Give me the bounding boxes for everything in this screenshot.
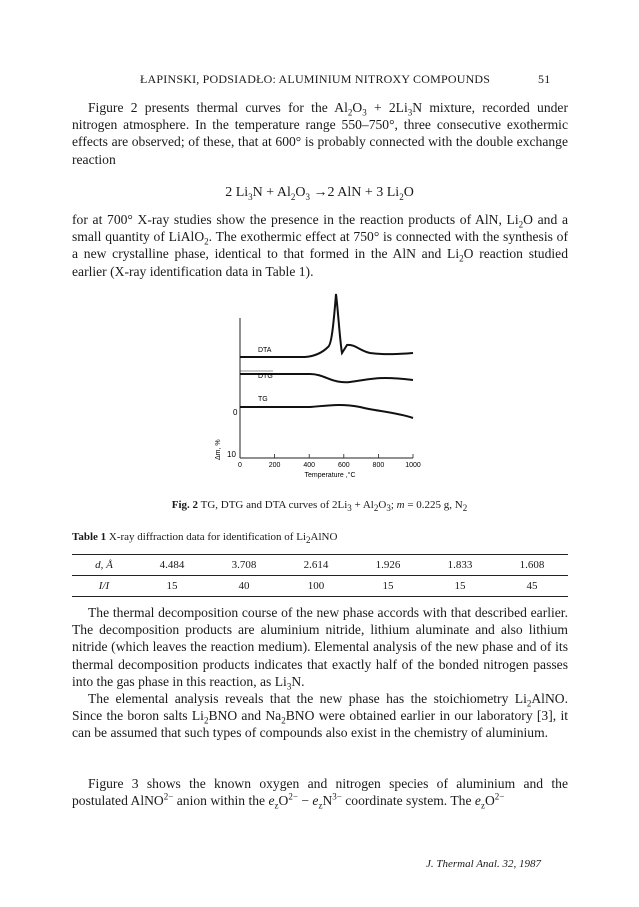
table-cell: 1.833 bbox=[424, 555, 496, 576]
y-zero-label: 0 bbox=[233, 408, 238, 417]
table-row bbox=[72, 576, 568, 597]
x-tick-label: 400 bbox=[303, 462, 316, 469]
x-tick-label: 0 bbox=[238, 462, 242, 469]
x-tick-label: 800 bbox=[372, 462, 385, 469]
figure-caption: Fig. 2 TG, DTG and DTA curves of $2Li_3 + Al_2O_3$; m = 0.225 g, $N_2$ bbox=[171, 499, 468, 514]
paragraph-3: The thermal decomposition course of the new phase accords with that described earlier. The decomposition products are aluminium nitride, lithium aluminate and also lithium nitride (which leaves the reaction medium). Elemental analysis of the new phase and of its thermal decomposition products indicates that exactly half of the bonded nitrogen passes into the gas phase in this reaction, as $Li_3N$. bbox=[72, 605, 568, 692]
table-cell: 1.926 bbox=[352, 555, 424, 576]
table-cell: 2.614 bbox=[280, 555, 352, 576]
row-d-label: d, Å bbox=[72, 555, 136, 576]
xray-table bbox=[72, 554, 568, 597]
table-caption: Table 1 X-ray diffraction data for identification of $Li_2AlNO$ bbox=[72, 531, 338, 546]
dtg-label: DTG bbox=[258, 373, 273, 380]
table-cell: 40 bbox=[208, 576, 280, 597]
paragraph-4: The elemental analysis reveals that the new phase has the stoichiometry $Li_2AlNO$. Since the boron salts $Li_2BNO$ and $Na_2BNO$ were obtained earlier in our laboratory [3], it can be assumed that such types of compounds also exist in the chemistry of aluminium. bbox=[72, 691, 568, 741]
tg-curve bbox=[240, 405, 413, 418]
paragraph-2: for at 700° X-ray studies show the presence in the reaction products of AlN, $Li_2O$ and a small quantity of LiAlO$_2$. The exothermic effect at 750° is connected with the synthesis of a new crystalline phase, identical to that formed in the AlN and $Li_2O$ reaction studied earlier (X-ray identification data in Table 1). bbox=[72, 212, 569, 279]
dta-label: DTA bbox=[258, 347, 272, 354]
x-tick-label: 1000 bbox=[405, 462, 421, 469]
thermal-curves-figure bbox=[200, 290, 440, 490]
y-axis-label: Δm, % bbox=[215, 439, 222, 460]
table-cell: 15 bbox=[136, 576, 208, 597]
running-title: ŁAPINSKI, PODSIADŁO: ALUMINIUM NITROXY COMPOUNDS bbox=[140, 72, 491, 86]
paragraph-1: Figure 2 presents thermal curves for the $Al_2O_3 + 2Li_3N$ mixture, recorded under nitrogen atmosphere. In the temperature range 550–750°, three consecutive exothermic effects are observed; of these, that at 600° is probably connected with the double exchange reaction bbox=[72, 100, 568, 167]
table-cell: 1.608 bbox=[496, 555, 568, 576]
table-row bbox=[72, 555, 568, 576]
table-cell: 45 bbox=[496, 576, 568, 597]
tg-label: TG bbox=[258, 396, 268, 403]
x-tick-label: 600 bbox=[337, 462, 350, 469]
x-ticks bbox=[238, 454, 421, 469]
table-cell: 15 bbox=[352, 576, 424, 597]
row-i-label: I/I bbox=[72, 576, 136, 597]
table-cell: 3.708 bbox=[208, 555, 280, 576]
y-ten-label: 10 bbox=[227, 450, 236, 459]
journal-footer: J. Thermal Anal. 32, 1987 bbox=[426, 858, 541, 870]
reaction-equation: 2 $Li_3N + Al_2O_3 \to 2$ AlN + 3 $Li_2O$ bbox=[225, 185, 414, 202]
table-cell: 15 bbox=[424, 576, 496, 597]
table-cell: 100 bbox=[280, 576, 352, 597]
paragraph-5: Figure 3 shows the known oxygen and nitrogen species of aluminium and the postulated AlNO$^{2-}$ anion within the $e_zO^{2-} - e_zN^{3-}$ coordinate system. The $e_zO^{2-}$ bbox=[72, 776, 568, 811]
x-axis-label: Temperature ,°C bbox=[304, 472, 356, 479]
page-number: 51 bbox=[538, 72, 551, 86]
x-tick-label: 200 bbox=[268, 462, 281, 469]
table-cell: 4.484 bbox=[136, 555, 208, 576]
